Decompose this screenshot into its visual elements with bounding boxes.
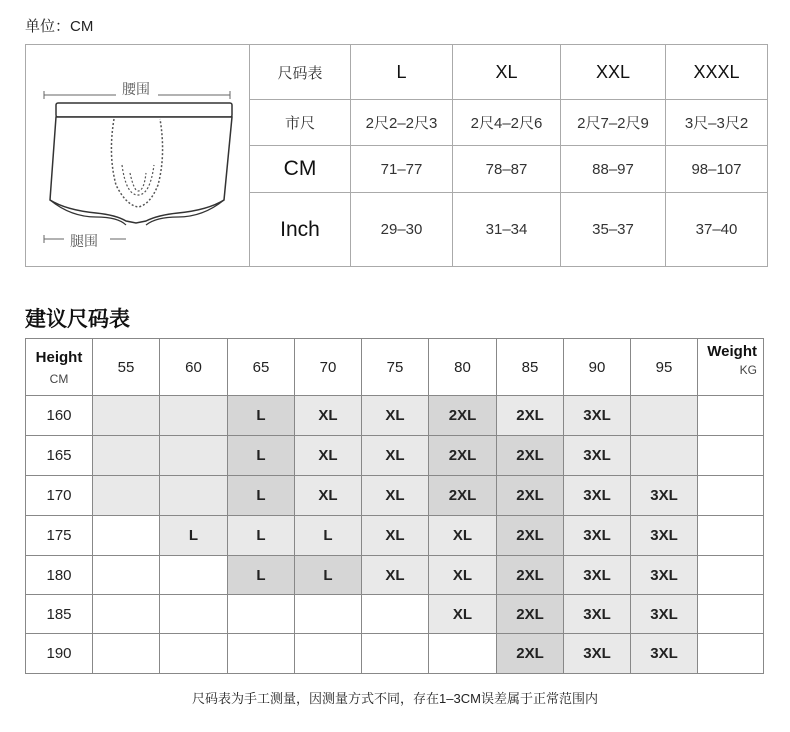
height-row-label: 175 (26, 516, 93, 556)
size-recommendation-cell (698, 595, 763, 634)
measurement-note: 尺码表为手工测量，因测量方式不同，存在1–3CM误差属于正常范围内 (192, 691, 598, 706)
size-recommendation-cell: XL (362, 436, 429, 476)
height-row-label: 165 (26, 436, 93, 476)
size-recommendation-cell: 2XL (497, 595, 564, 634)
weight-header (698, 339, 763, 396)
size-chart-cell: 98–107 (666, 146, 767, 193)
size-recommendation-cell: XL (362, 516, 429, 556)
weight-column-header: 90 (564, 339, 631, 396)
size-recommendation-cell (295, 634, 362, 673)
height-row-label: 190 (26, 634, 93, 673)
size-recommendation-cell (698, 396, 763, 436)
height-row-label: 185 (26, 595, 93, 634)
size-recommendation-cell: XL (362, 556, 429, 595)
size-recommendation-cell (698, 634, 763, 673)
size-chart-header-xxl: XXL (561, 45, 666, 100)
size-chart-cell: 35–37 (561, 193, 666, 266)
size-recommendation-cell (429, 634, 497, 673)
size-recommendation-cell: 3XL (564, 556, 631, 595)
size-recommendation-cell: 3XL (631, 516, 698, 556)
weight-header-label: Weight (707, 343, 757, 360)
size-chart-cell: 2尺2–2尺3 (351, 100, 453, 146)
size-recommendation-cell: 2XL (497, 396, 564, 436)
size-recommendation-cell: 3XL (564, 436, 631, 476)
size-chart-row-label: CM (250, 146, 351, 193)
size-recommendation-cell (631, 436, 698, 476)
size-chart-row-label: Inch (250, 193, 351, 266)
size-recommendation-cell: 3XL (631, 634, 698, 673)
size-recommendation-cell (698, 516, 763, 556)
size-recommendation-cell: 2XL (429, 396, 497, 436)
recommend-size-grid (25, 338, 764, 674)
size-chart-cell: 29–30 (351, 193, 453, 266)
size-recommendation-cell (93, 436, 160, 476)
size-recommendation-cell (93, 595, 160, 634)
size-recommendation-cell: 2XL (429, 436, 497, 476)
size-recommendation-cell (362, 634, 429, 673)
size-recommendation-cell: 3XL (564, 516, 631, 556)
size-recommendation-cell: 3XL (564, 476, 631, 516)
size-recommendation-cell: 3XL (564, 634, 631, 673)
size-recommendation-cell (698, 436, 763, 476)
size-recommendation-cell: XL (429, 595, 497, 634)
size-chart-cell: 3尺–3尺2 (666, 100, 767, 146)
size-chart-header-label: 尺码表 (250, 45, 351, 100)
size-recommendation-cell: 2XL (497, 556, 564, 595)
size-recommendation-cell: XL (429, 516, 497, 556)
size-recommendation-cell: L (228, 436, 295, 476)
weight-column-header: 55 (93, 339, 160, 396)
size-recommendation-cell (93, 476, 160, 516)
size-chart-table (25, 44, 768, 267)
size-recommendation-cell (160, 595, 228, 634)
underwear-diagram (26, 45, 250, 266)
weight-column-header: 85 (497, 339, 564, 396)
size-recommendation-cell: 2XL (497, 436, 564, 476)
size-chart-header-xl: XL (453, 45, 561, 100)
size-recommendation-cell: 3XL (631, 476, 698, 516)
size-chart-row-label: 市尺 (250, 100, 351, 146)
size-recommendation-cell: 2XL (497, 516, 564, 556)
size-recommendation-cell (362, 595, 429, 634)
height-row-label: 160 (26, 396, 93, 436)
size-chart-header-l: L (351, 45, 453, 100)
size-recommendation-cell: L (295, 516, 362, 556)
size-recommendation-cell: 2XL (429, 476, 497, 516)
size-recommendation-cell (93, 634, 160, 673)
size-recommendation-cell: XL (295, 476, 362, 516)
size-chart-cell: 37–40 (695, 221, 738, 238)
unit-label: 单位：CM (25, 18, 94, 35)
size-recommendation-cell: XL (429, 556, 497, 595)
size-recommendation-cell (631, 396, 698, 436)
size-recommendation-cell: XL (362, 396, 429, 436)
weight-unit-label: KG (739, 363, 757, 377)
size-recommendation-cell: 3XL (631, 595, 698, 634)
boxer-brief-icon (26, 45, 248, 265)
height-header (26, 339, 93, 396)
recommend-size-title: 建议尺码表 (25, 308, 130, 331)
size-recommendation-cell (93, 516, 160, 556)
leg-label: 腿围 (70, 233, 98, 249)
weight-column-header: 65 (228, 339, 295, 396)
size-recommendation-cell: 3XL (631, 556, 698, 595)
size-recommendation-cell (698, 556, 763, 595)
size-recommendation-cell: XL (295, 396, 362, 436)
height-unit-label: CM (49, 371, 69, 386)
size-recommendation-cell: 2XL (497, 634, 564, 673)
size-recommendation-cell (160, 436, 228, 476)
weight-column-header: 80 (429, 339, 497, 396)
size-recommendation-cell: L (228, 396, 295, 436)
size-recommendation-cell (295, 595, 362, 634)
size-chart-cell: 88–97 (561, 146, 666, 193)
size-recommendation-cell: L (228, 516, 295, 556)
height-header-label: Height (35, 348, 83, 366)
size-chart-cell: 2尺7–2尺9 (561, 100, 666, 146)
size-recommendation-cell (160, 556, 228, 595)
size-chart-cell: 71–77 (351, 146, 453, 193)
size-recommendation-cell (228, 634, 295, 673)
size-chart-cell: 31–34 (453, 193, 561, 266)
waist-label: 腰围 (122, 81, 150, 97)
size-recommendation-cell (93, 556, 160, 595)
size-recommendation-cell: L (295, 556, 362, 595)
size-recommendation-cell: L (228, 476, 295, 516)
size-recommendation-cell (698, 476, 763, 516)
size-chart-header-xxxl: XXXL (666, 45, 767, 100)
height-row-label: 170 (26, 476, 93, 516)
size-recommendation-cell (160, 396, 228, 436)
size-recommendation-cell: 3XL (564, 396, 631, 436)
size-recommendation-cell (160, 476, 228, 516)
weight-column-header: 95 (631, 339, 698, 396)
weight-column-header: 75 (362, 339, 429, 396)
size-recommendation-cell: L (228, 556, 295, 595)
size-recommendation-cell (160, 634, 228, 673)
weight-column-header: 60 (160, 339, 228, 396)
size-chart-cell: 2尺4–2尺6 (453, 100, 561, 146)
size-recommendation-cell: L (160, 516, 228, 556)
size-recommendation-cell: 2XL (497, 476, 564, 516)
size-recommendation-cell: XL (295, 436, 362, 476)
weight-column-header: 70 (295, 339, 362, 396)
size-recommendation-cell (93, 396, 160, 436)
size-chart-cell: 78–87 (453, 146, 561, 193)
size-recommendation-cell: XL (362, 476, 429, 516)
height-row-label: 180 (26, 556, 93, 595)
size-recommendation-cell: 3XL (564, 595, 631, 634)
size-recommendation-cell (228, 595, 295, 634)
